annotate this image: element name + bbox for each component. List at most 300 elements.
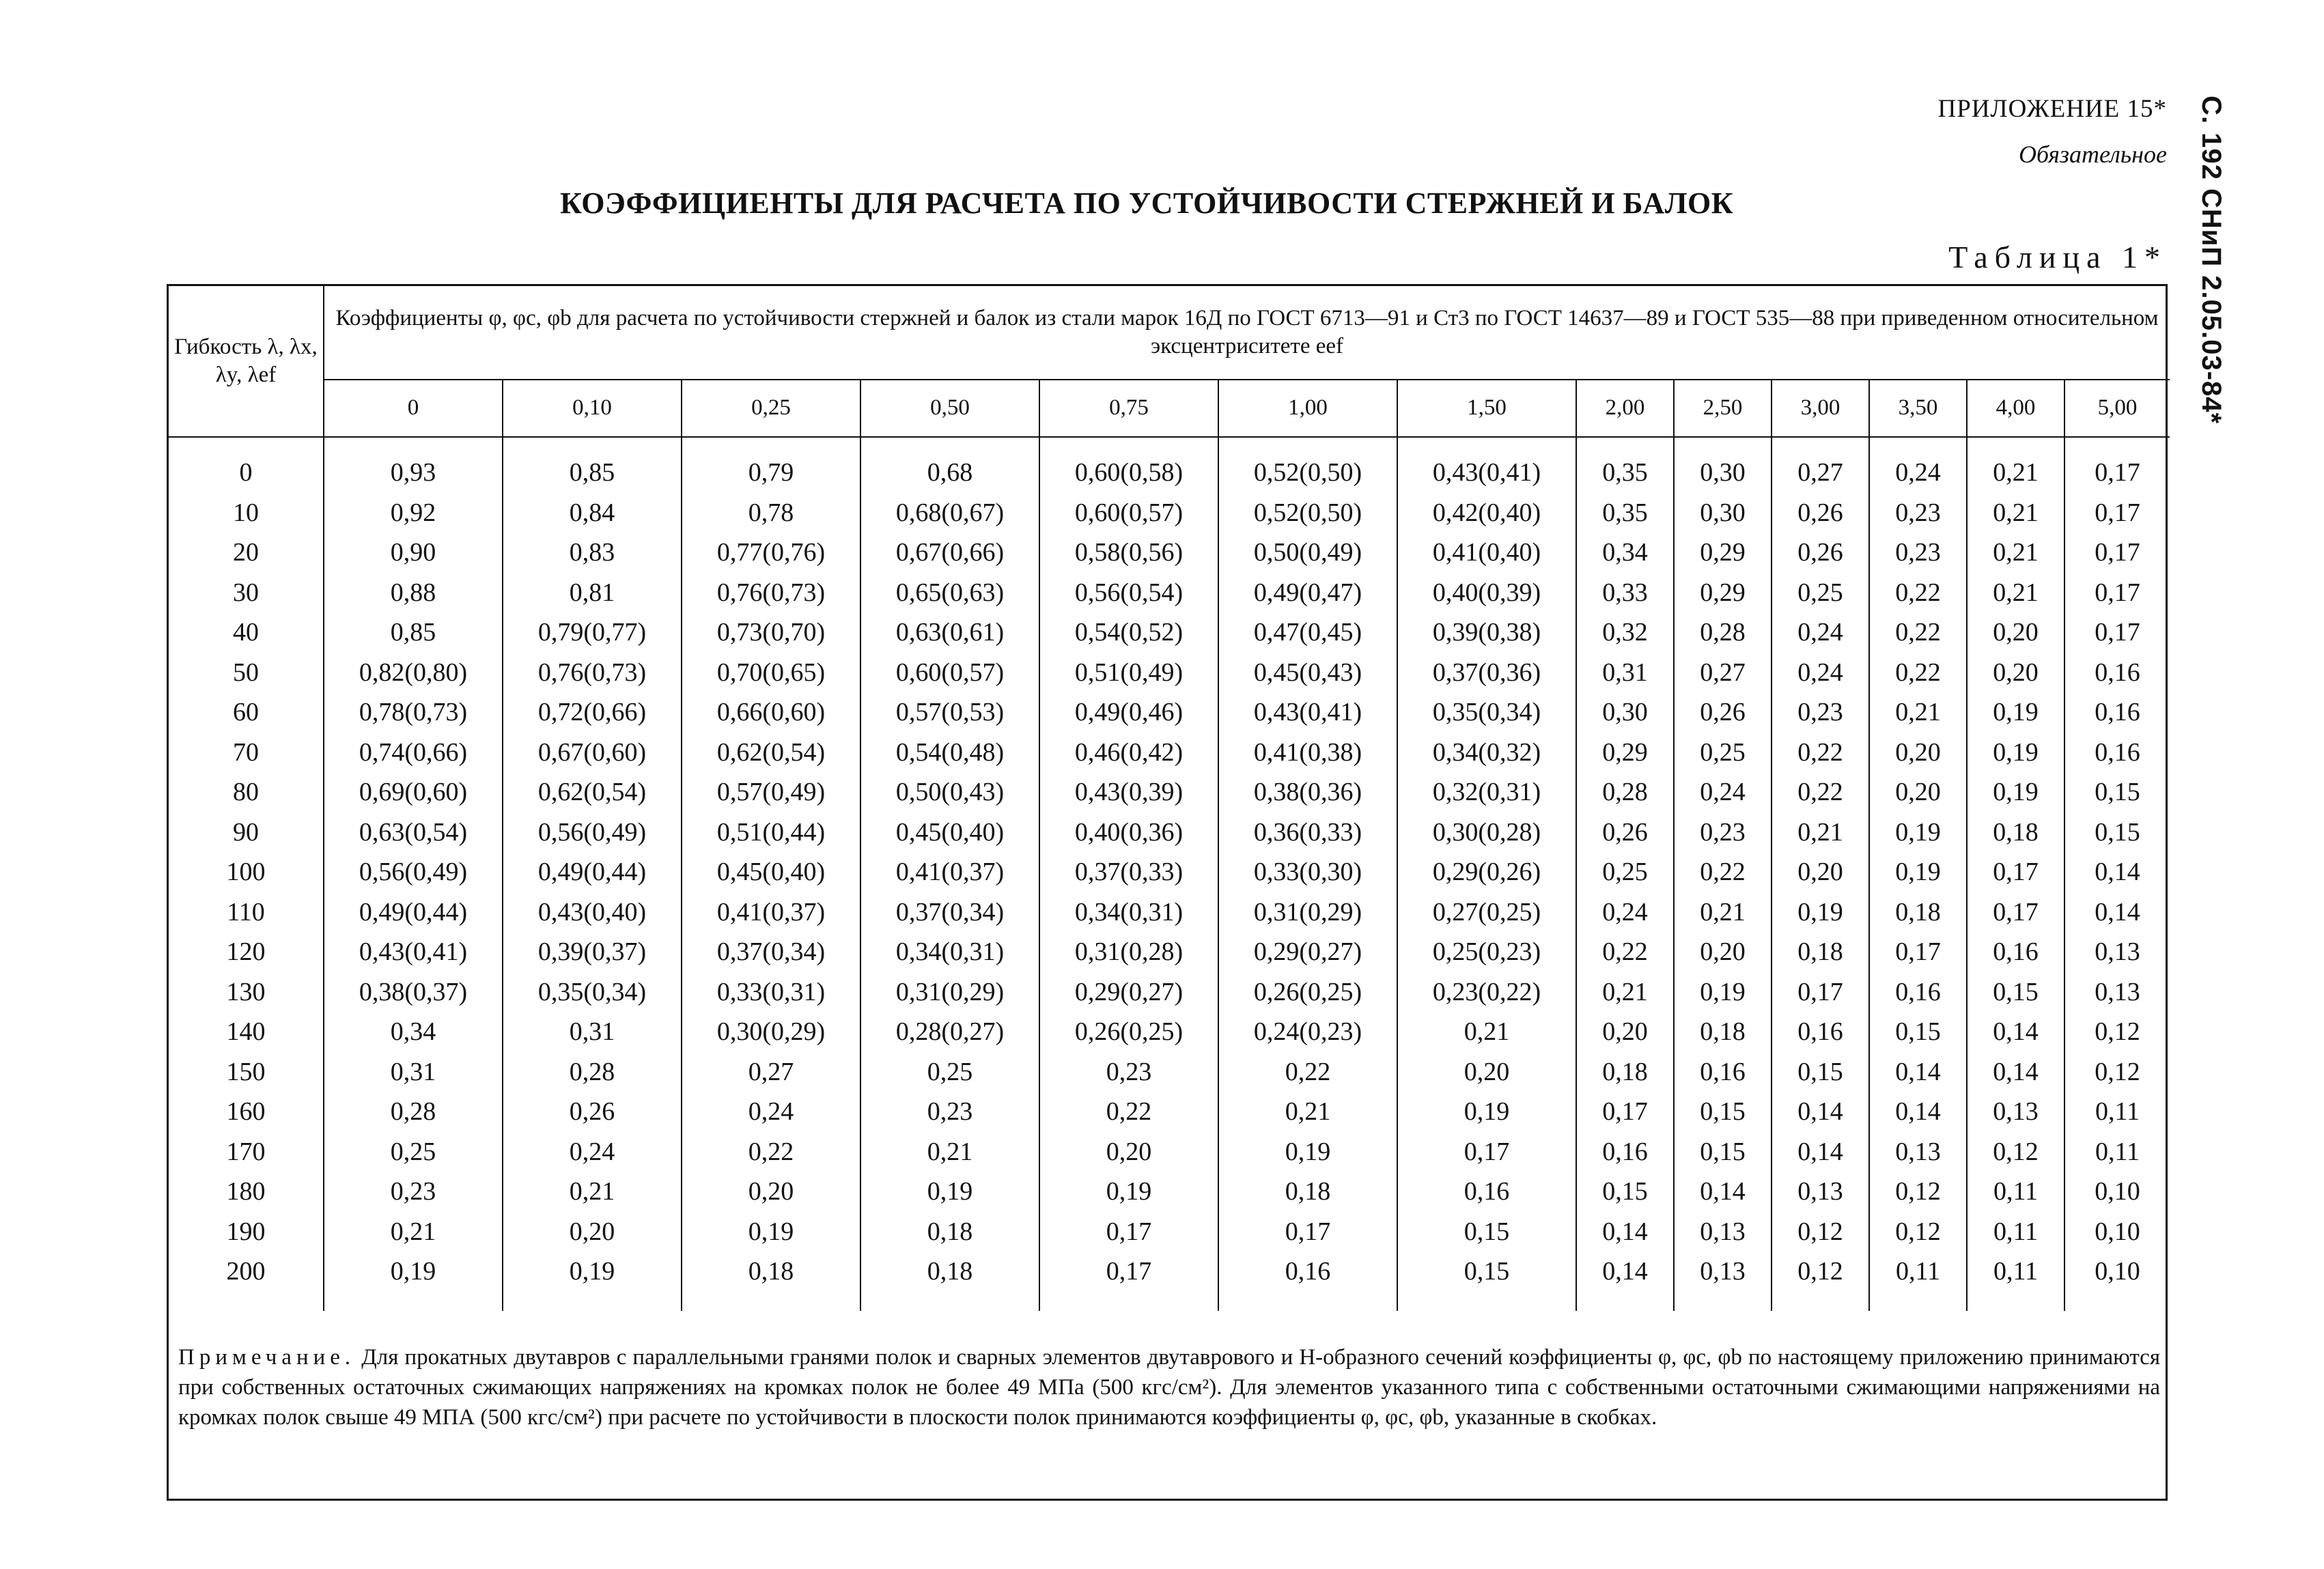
coefficient-cell: 0,41(0,37) — [860, 852, 1039, 892]
coefficient-cell: 0,24 — [503, 1132, 682, 1172]
coefficient-cell: 0,37(0,34) — [860, 892, 1039, 933]
coefficient-cell: 0,19 — [1397, 1092, 1576, 1132]
coefficient-cell: 0,21 — [1869, 692, 1967, 733]
coefficient-cell: 0,83 — [503, 533, 682, 573]
coefficient-cell: 0,49(0,46) — [1039, 692, 1218, 733]
coefficient-cell: 0,29(0,26) — [1397, 852, 1576, 892]
slenderness-cell: 60 — [169, 692, 324, 733]
coefficient-cell: 0,43(0,41) — [1397, 437, 1576, 493]
coefficient-cell: 0,43(0,41) — [324, 932, 503, 972]
table-row — [169, 733, 2170, 773]
coefficient-cell: 0,21 — [503, 1172, 682, 1212]
coefficient-cell: 0,15 — [2064, 812, 2170, 853]
coefficient-cell: 0,30(0,29) — [682, 1012, 860, 1052]
slenderness-cell: 70 — [169, 733, 324, 773]
coefficient-cell: 0,16 — [1397, 1172, 1576, 1212]
coefficient-cell: 0,23 — [860, 1092, 1039, 1132]
coefficient-cell: 0,13 — [1869, 1132, 1967, 1172]
coefficient-cell: 0,21 — [1967, 573, 2064, 613]
coefficient-cell: 0,37(0,34) — [682, 932, 860, 972]
coefficient-cell: 0,43(0,40) — [503, 892, 682, 933]
page-title: КОЭФФИЦИЕНТЫ ДЛЯ РАСЧЕТА ПО УСТОЙЧИВОСТИ СТЕРЖНЕЙ И БАЛОК — [560, 186, 1734, 220]
coefficient-cell: 0,14 — [1869, 1052, 1967, 1092]
coefficient-cell: 0,15 — [1967, 972, 2064, 1013]
column-header: 0 — [324, 380, 503, 437]
table-row — [169, 1172, 2170, 1212]
table-row — [169, 533, 2170, 573]
coefficient-cell: 0,32 — [1576, 612, 1674, 653]
coefficient-cell: 0,54(0,52) — [1039, 612, 1218, 653]
coefficient-cell: 0,82(0,80) — [324, 653, 503, 693]
table-row — [169, 573, 2170, 613]
coefficient-cell: 0,92 — [324, 493, 503, 533]
coefficient-cell: 0,19 — [1967, 733, 2064, 773]
slenderness-header: Гибкость λ, λx, λy, λef — [169, 286, 324, 437]
coefficient-cell: 0,21 — [1967, 533, 2064, 573]
coefficient-cell: 0,66(0,60) — [682, 692, 860, 733]
coefficient-cell: 0,38(0,36) — [1218, 772, 1397, 812]
coefficient-cell: 0,17 — [1218, 1212, 1397, 1252]
coefficient-cell: 0,11 — [1967, 1172, 2064, 1212]
column-header: 5,00 — [2064, 380, 2170, 437]
coefficient-cell: 0,20 — [682, 1172, 860, 1212]
column-header: 1,50 — [1397, 380, 1576, 437]
coefficient-cell: 0,12 — [2064, 1012, 2170, 1052]
coefficient-cell: 0,56(0,49) — [324, 852, 503, 892]
coefficient-cell: 0,19 — [1772, 892, 1869, 933]
coefficient-cell: 0,52(0,50) — [1218, 437, 1397, 493]
coefficient-cell: 0,78(0,73) — [324, 692, 503, 733]
coefficient-cell: 0,13 — [1967, 1092, 2064, 1132]
slenderness-cell: 150 — [169, 1052, 324, 1092]
mandatory-label: Обязательное — [2019, 141, 2167, 168]
note-label: Примечание. — [178, 1345, 356, 1370]
coefficient-cell: 0,13 — [1772, 1172, 1869, 1212]
coefficient-cell: 0,57(0,53) — [860, 692, 1039, 733]
coefficient-cell: 0,63(0,54) — [324, 812, 503, 853]
table-row — [169, 1132, 2170, 1172]
table-row — [169, 437, 2170, 493]
slenderness-cell: 0 — [169, 437, 324, 493]
table-row — [169, 692, 2170, 733]
coefficient-cell: 0,30 — [1674, 437, 1772, 493]
slenderness-cell: 90 — [169, 812, 324, 853]
coefficient-cell: 0,11 — [2064, 1092, 2170, 1132]
coefficient-cell: 0,49(0,47) — [1218, 573, 1397, 613]
coefficient-cell: 0,16 — [1218, 1252, 1397, 1311]
slenderness-cell: 100 — [169, 852, 324, 892]
coefficient-cell: 0,22 — [1218, 1052, 1397, 1092]
slenderness-cell: 120 — [169, 932, 324, 972]
coefficient-cell: 0,56(0,54) — [1039, 573, 1218, 613]
coefficient-cell: 0,21 — [1674, 892, 1772, 933]
coefficient-cell: 0,24 — [1576, 892, 1674, 933]
coefficient-cell: 0,77(0,76) — [682, 533, 860, 573]
coefficient-cell: 0,31(0,29) — [1218, 892, 1397, 933]
coefficient-cell: 0,14 — [1576, 1252, 1674, 1311]
coefficient-cell: 0,37(0,33) — [1039, 852, 1218, 892]
coefficient-cell: 0,29 — [1674, 533, 1772, 573]
coefficient-cell: 0,50(0,43) — [860, 772, 1039, 812]
coefficient-cell: 0,34(0,31) — [860, 932, 1039, 972]
coefficient-cell: 0,34 — [1576, 533, 1674, 573]
coefficient-cell: 0,43(0,39) — [1039, 772, 1218, 812]
coefficient-cell: 0,20 — [1967, 653, 2064, 693]
coefficient-cell: 0,21 — [1967, 493, 2064, 533]
coefficient-cell: 0,14 — [1869, 1092, 1967, 1132]
coefficient-cell: 0,30(0,28) — [1397, 812, 1576, 853]
coefficient-cell: 0,29(0,27) — [1039, 972, 1218, 1013]
coefficient-cell: 0,68 — [860, 437, 1039, 493]
column-header: 0,25 — [682, 380, 860, 437]
coefficient-cell: 0,14 — [1967, 1052, 2064, 1092]
coefficient-cell: 0,16 — [1869, 972, 1967, 1013]
coefficient-cell: 0,45(0,40) — [682, 852, 860, 892]
table-row — [169, 1252, 2170, 1311]
coefficient-cell: 0,18 — [1674, 1012, 1772, 1052]
column-header: 2,50 — [1674, 380, 1772, 437]
coefficient-cell: 0,20 — [1576, 1012, 1674, 1052]
slenderness-cell: 200 — [169, 1252, 324, 1311]
coefficient-cell: 0,23(0,22) — [1397, 972, 1576, 1013]
coefficient-cell: 0,42(0,40) — [1397, 493, 1576, 533]
coefficient-cell: 0,12 — [1772, 1252, 1869, 1311]
coefficient-cell: 0,85 — [503, 437, 682, 493]
coefficient-cell: 0,25 — [1674, 733, 1772, 773]
slenderness-cell: 110 — [169, 892, 324, 933]
coefficient-cell: 0,50(0,49) — [1218, 533, 1397, 573]
coefficient-cell: 0,19 — [682, 1212, 860, 1252]
coefficient-cell: 0,58(0,56) — [1039, 533, 1218, 573]
coefficient-cell: 0,15 — [1674, 1132, 1772, 1172]
coefficient-cell: 0,22 — [1869, 653, 1967, 693]
coefficient-cell: 0,13 — [2064, 932, 2170, 972]
coefficient-cell: 0,20 — [1772, 852, 1869, 892]
coefficient-cell: 0,27(0,25) — [1397, 892, 1576, 933]
table-frame — [167, 284, 2168, 1501]
coefficient-cell: 0,51(0,49) — [1039, 653, 1218, 693]
coefficient-cell: 0,21 — [1772, 812, 1869, 853]
coefficient-cell: 0,22 — [1869, 612, 1967, 653]
slenderness-cell: 130 — [169, 972, 324, 1013]
slenderness-cell: 50 — [169, 653, 324, 693]
coefficient-cell: 0,18 — [860, 1252, 1039, 1311]
coefficient-cell: 0,19 — [503, 1252, 682, 1311]
coefficient-cell: 0,34(0,31) — [1039, 892, 1218, 933]
coefficient-cell: 0,46(0,42) — [1039, 733, 1218, 773]
table-note — [178, 1343, 2160, 1433]
slenderness-cell: 190 — [169, 1212, 324, 1252]
coefficient-cell: 0,20 — [1674, 932, 1772, 972]
slenderness-cell: 180 — [169, 1172, 324, 1212]
coefficient-cell: 0,14 — [1576, 1212, 1674, 1252]
coefficient-cell: 0,26 — [1772, 493, 1869, 533]
coefficient-cell: 0,72(0,66) — [503, 692, 682, 733]
appendix-label: ПРИЛОЖЕНИЕ 15* — [1937, 95, 2167, 123]
coefficient-cell: 0,32(0,31) — [1397, 772, 1576, 812]
coefficient-cell: 0,27 — [1674, 653, 1772, 693]
coefficient-cell: 0,19 — [1218, 1132, 1397, 1172]
table-row — [169, 1092, 2170, 1132]
coefficient-cell: 0,30 — [1576, 692, 1674, 733]
coefficient-cell: 0,20 — [503, 1212, 682, 1252]
coefficient-cell: 0,27 — [682, 1052, 860, 1092]
column-header: 1,00 — [1218, 380, 1397, 437]
coefficient-cell: 0,13 — [1674, 1252, 1772, 1311]
coefficient-cell: 0,76(0,73) — [503, 653, 682, 693]
coefficient-cell: 0,20 — [1967, 612, 2064, 653]
coefficient-cell: 0,34(0,32) — [1397, 733, 1576, 773]
coefficient-cell: 0,25 — [324, 1132, 503, 1172]
coefficient-cell: 0,17 — [1869, 932, 1967, 972]
coefficient-cell: 0,23 — [1869, 533, 1967, 573]
coefficient-cell: 0,11 — [1967, 1212, 2064, 1252]
document-code: С. 192 СНиП 2.05.03-84* — [2196, 96, 2226, 425]
coefficient-cell: 0,35(0,34) — [1397, 692, 1576, 733]
coefficient-cell: 0,31 — [324, 1052, 503, 1092]
coefficient-cell: 0,26(0,25) — [1218, 972, 1397, 1013]
coefficient-cell: 0,18 — [1869, 892, 1967, 933]
column-header: 4,00 — [1967, 380, 2064, 437]
coefficient-cell: 0,19 — [1674, 972, 1772, 1013]
coefficient-cell: 0,12 — [1869, 1172, 1967, 1212]
coefficient-cell: 0,41(0,40) — [1397, 533, 1576, 573]
slenderness-cell: 40 — [169, 612, 324, 653]
coefficient-cell: 0,21 — [860, 1132, 1039, 1172]
table-row — [169, 932, 2170, 972]
coefficient-cell: 0,19 — [860, 1172, 1039, 1212]
coefficient-cell: 0,15 — [1869, 1012, 1967, 1052]
coefficient-cell: 0,31(0,29) — [860, 972, 1039, 1013]
coefficient-cell: 0,22 — [1576, 932, 1674, 972]
coefficient-cell: 0,22 — [1772, 772, 1869, 812]
slenderness-cell: 30 — [169, 573, 324, 613]
coefficient-cell: 0,49(0,44) — [503, 852, 682, 892]
coefficient-cell: 0,18 — [1772, 932, 1869, 972]
coefficient-cell: 0,41(0,37) — [682, 892, 860, 933]
coefficient-cell: 0,17 — [2064, 533, 2170, 573]
coefficient-cell: 0,85 — [324, 612, 503, 653]
coefficient-cell: 0,15 — [1576, 1172, 1674, 1212]
coefficient-cell: 0,35 — [1576, 493, 1674, 533]
coefficient-cell: 0,14 — [2064, 892, 2170, 933]
coefficient-cell: 0,39(0,37) — [503, 932, 682, 972]
coefficient-cell: 0,28 — [1576, 772, 1674, 812]
coefficient-cell: 0,16 — [2064, 692, 2170, 733]
coefficient-cell: 0,78 — [682, 493, 860, 533]
coefficient-cell: 0,25(0,23) — [1397, 932, 1576, 972]
coefficient-cell: 0,13 — [1674, 1212, 1772, 1252]
coefficient-cell: 0,15 — [1772, 1052, 1869, 1092]
coefficient-cell: 0,52(0,50) — [1218, 493, 1397, 533]
coefficient-cell: 0,25 — [860, 1052, 1039, 1092]
coefficient-cell: 0,17 — [1397, 1132, 1576, 1172]
eccentricity-header-row — [169, 380, 2170, 437]
table-row — [169, 653, 2170, 693]
coefficient-cell: 0,25 — [1772, 573, 1869, 613]
coefficient-cell: 0,27 — [1772, 437, 1869, 493]
coefficient-cell: 0,17 — [2064, 493, 2170, 533]
coefficient-cell: 0,19 — [1967, 692, 2064, 733]
coefficient-cell: 0,23 — [1039, 1052, 1218, 1092]
coefficient-cell: 0,19 — [1869, 812, 1967, 853]
coefficient-cell: 0,93 — [324, 437, 503, 493]
coefficient-cell: 0,17 — [1039, 1212, 1218, 1252]
slenderness-cell: 80 — [169, 772, 324, 812]
coefficient-cell: 0,90 — [324, 533, 503, 573]
coefficient-cell: 0,62(0,54) — [503, 772, 682, 812]
table-row — [169, 972, 2170, 1013]
header-row — [169, 286, 2170, 380]
coefficient-cell: 0,23 — [324, 1172, 503, 1212]
coefficient-cell: 0,19 — [324, 1252, 503, 1311]
coefficient-cell: 0,28 — [1674, 612, 1772, 653]
coefficient-cell: 0,67(0,60) — [503, 733, 682, 773]
table-row — [169, 852, 2170, 892]
coefficient-cell: 0,45(0,43) — [1218, 653, 1397, 693]
coefficient-cell: 0,15 — [1674, 1092, 1772, 1132]
coefficient-cell: 0,79(0,77) — [503, 612, 682, 653]
coefficient-cell: 0,18 — [1218, 1172, 1397, 1212]
coefficient-cell: 0,67(0,66) — [860, 533, 1039, 573]
table-caption: Коэффициенты φ, φc, φb для расчета по устойчивости стержней и балок из стали марок 16Д по ГОСТ 6713—91 и Ст3 по ГОСТ 14637—89 и ГОСТ 535—88 при приведенном относительном эксцентриситете eef — [324, 286, 2170, 380]
coefficient-cell: 0,40(0,36) — [1039, 812, 1218, 853]
coefficient-cell: 0,20 — [1039, 1132, 1218, 1172]
coefficient-cell: 0,14 — [1772, 1132, 1869, 1172]
coefficient-cell: 0,25 — [1576, 852, 1674, 892]
coefficient-cell: 0,26 — [1576, 812, 1674, 853]
column-header: 3,00 — [1772, 380, 1869, 437]
coefficient-cell: 0,68(0,67) — [860, 493, 1039, 533]
coefficient-cell: 0,35 — [1576, 437, 1674, 493]
coefficient-cell: 0,28 — [324, 1092, 503, 1132]
coefficient-cell: 0,24 — [1869, 437, 1967, 493]
coefficient-cell: 0,18 — [1576, 1052, 1674, 1092]
coefficient-cell: 0,21 — [1576, 972, 1674, 1013]
column-header: 0,10 — [503, 380, 682, 437]
column-header: 2,00 — [1576, 380, 1674, 437]
coefficient-cell: 0,18 — [1967, 812, 2064, 853]
coefficient-cell: 0,22 — [1674, 852, 1772, 892]
coefficient-cell: 0,30 — [1674, 493, 1772, 533]
coefficient-cell: 0,23 — [1869, 493, 1967, 533]
coefficient-cell: 0,14 — [2064, 852, 2170, 892]
coefficient-cell: 0,29 — [1576, 733, 1674, 773]
coefficient-cell: 0,24 — [1772, 653, 1869, 693]
table-body — [169, 437, 2170, 1311]
table-row — [169, 1052, 2170, 1092]
coefficient-cell: 0,28(0,27) — [860, 1012, 1039, 1052]
coefficient-cell: 0,24 — [1772, 612, 1869, 653]
coefficient-cell: 0,21 — [1967, 437, 2064, 493]
coefficient-cell: 0,60(0,58) — [1039, 437, 1218, 493]
coefficient-cell: 0,17 — [2064, 612, 2170, 653]
table-row — [169, 493, 2170, 533]
coefficient-cell: 0,40(0,39) — [1397, 573, 1576, 613]
coefficient-cell: 0,28 — [503, 1052, 682, 1092]
coefficient-cell: 0,81 — [503, 573, 682, 613]
coefficient-cell: 0,11 — [1967, 1252, 2064, 1311]
table-row — [169, 772, 2170, 812]
slenderness-cell: 170 — [169, 1132, 324, 1172]
coefficient-cell: 0,18 — [860, 1212, 1039, 1252]
coefficient-cell: 0,14 — [1674, 1172, 1772, 1212]
coefficient-cell: 0,20 — [1397, 1052, 1576, 1092]
coefficient-cell: 0,29(0,27) — [1218, 932, 1397, 972]
coefficient-cell: 0,15 — [2064, 772, 2170, 812]
coefficient-cell: 0,33(0,30) — [1218, 852, 1397, 892]
coefficient-cell: 0,17 — [2064, 437, 2170, 493]
coefficient-cell: 0,36(0,33) — [1218, 812, 1397, 853]
coefficient-cell: 0,18 — [682, 1252, 860, 1311]
coefficient-cell: 0,21 — [1397, 1012, 1576, 1052]
coefficient-cell: 0,15 — [1397, 1252, 1576, 1311]
coefficient-cell: 0,16 — [1674, 1052, 1772, 1092]
coefficient-cell: 0,16 — [1576, 1132, 1674, 1172]
coefficient-cell: 0,34 — [324, 1012, 503, 1052]
coefficient-cell: 0,39(0,38) — [1397, 612, 1576, 653]
coefficient-cell: 0,74(0,66) — [324, 733, 503, 773]
coefficient-cell: 0,14 — [1967, 1012, 2064, 1052]
coefficient-cell: 0,20 — [1869, 733, 1967, 773]
coefficient-cell: 0,12 — [1967, 1132, 2064, 1172]
coefficient-cell: 0,70(0,65) — [682, 653, 860, 693]
coefficient-cell: 0,62(0,54) — [682, 733, 860, 773]
coefficient-cell: 0,15 — [1397, 1212, 1576, 1252]
coefficient-cell: 0,73(0,70) — [682, 612, 860, 653]
coefficient-cell: 0,26 — [1772, 533, 1869, 573]
note-text: Для прокатных двутавров с параллельными гранями полок и сварных элементов двутаврового и Н-образного сечений коэффициенты φ, φc, φb по настоящему приложению принимаются при собственных остаточных сжимающих напряжениях на кромках полок не более 49 МПа (500 кгс/см²). Для элементов указанного типа с собственными остаточными сжимающими напряжениями на кромках полок свыше 49 МПА (500 кгс/см²) при расчете по устойчивости в плоскости полок принимаются коэффициенты φ, φc, φb, указанные в скобках. — [178, 1345, 2161, 1430]
coefficient-cell: 0,26(0,25) — [1039, 1012, 1218, 1052]
coefficient-cell: 0,21 — [324, 1212, 503, 1252]
coefficient-cell: 0,88 — [324, 573, 503, 613]
table-row — [169, 612, 2170, 653]
coefficient-cell: 0,16 — [1967, 932, 2064, 972]
coefficient-cell: 0,43(0,41) — [1218, 692, 1397, 733]
coefficient-cell: 0,45(0,40) — [860, 812, 1039, 853]
coefficient-cell: 0,24 — [1674, 772, 1772, 812]
coefficient-cell: 0,76(0,73) — [682, 573, 860, 613]
coefficient-cell: 0,26 — [503, 1092, 682, 1132]
coefficient-cell: 0,33 — [1576, 573, 1674, 613]
coefficient-cell: 0,13 — [2064, 972, 2170, 1013]
coefficient-cell: 0,22 — [1869, 573, 1967, 613]
coefficient-cell: 0,23 — [1772, 692, 1869, 733]
column-header: 0,75 — [1039, 380, 1218, 437]
coefficient-cell: 0,19 — [1869, 852, 1967, 892]
coefficient-cell: 0,10 — [2064, 1172, 2170, 1212]
coefficient-cell: 0,17 — [1576, 1092, 1674, 1132]
table-row — [169, 1212, 2170, 1252]
slenderness-cell: 160 — [169, 1092, 324, 1132]
coefficient-cell: 0,22 — [682, 1132, 860, 1172]
coefficient-cell: 0,47(0,45) — [1218, 612, 1397, 653]
coefficient-cell: 0,60(0,57) — [1039, 493, 1218, 533]
coefficient-cell: 0,31 — [1576, 653, 1674, 693]
coefficient-cell: 0,16 — [2064, 733, 2170, 773]
coefficient-cell: 0,17 — [1772, 972, 1869, 1013]
coefficient-cell: 0,65(0,63) — [860, 573, 1039, 613]
coefficient-cell: 0,84 — [503, 493, 682, 533]
coefficient-cell: 0,49(0,44) — [324, 892, 503, 933]
column-header: 0,50 — [860, 380, 1039, 437]
coefficient-cell: 0,33(0,31) — [682, 972, 860, 1013]
column-header: 3,50 — [1869, 380, 1967, 437]
slenderness-cell: 20 — [169, 533, 324, 573]
coefficient-cell: 0,22 — [1039, 1092, 1218, 1132]
coefficient-cell: 0,12 — [2064, 1052, 2170, 1092]
coefficient-cell: 0,24 — [682, 1092, 860, 1132]
